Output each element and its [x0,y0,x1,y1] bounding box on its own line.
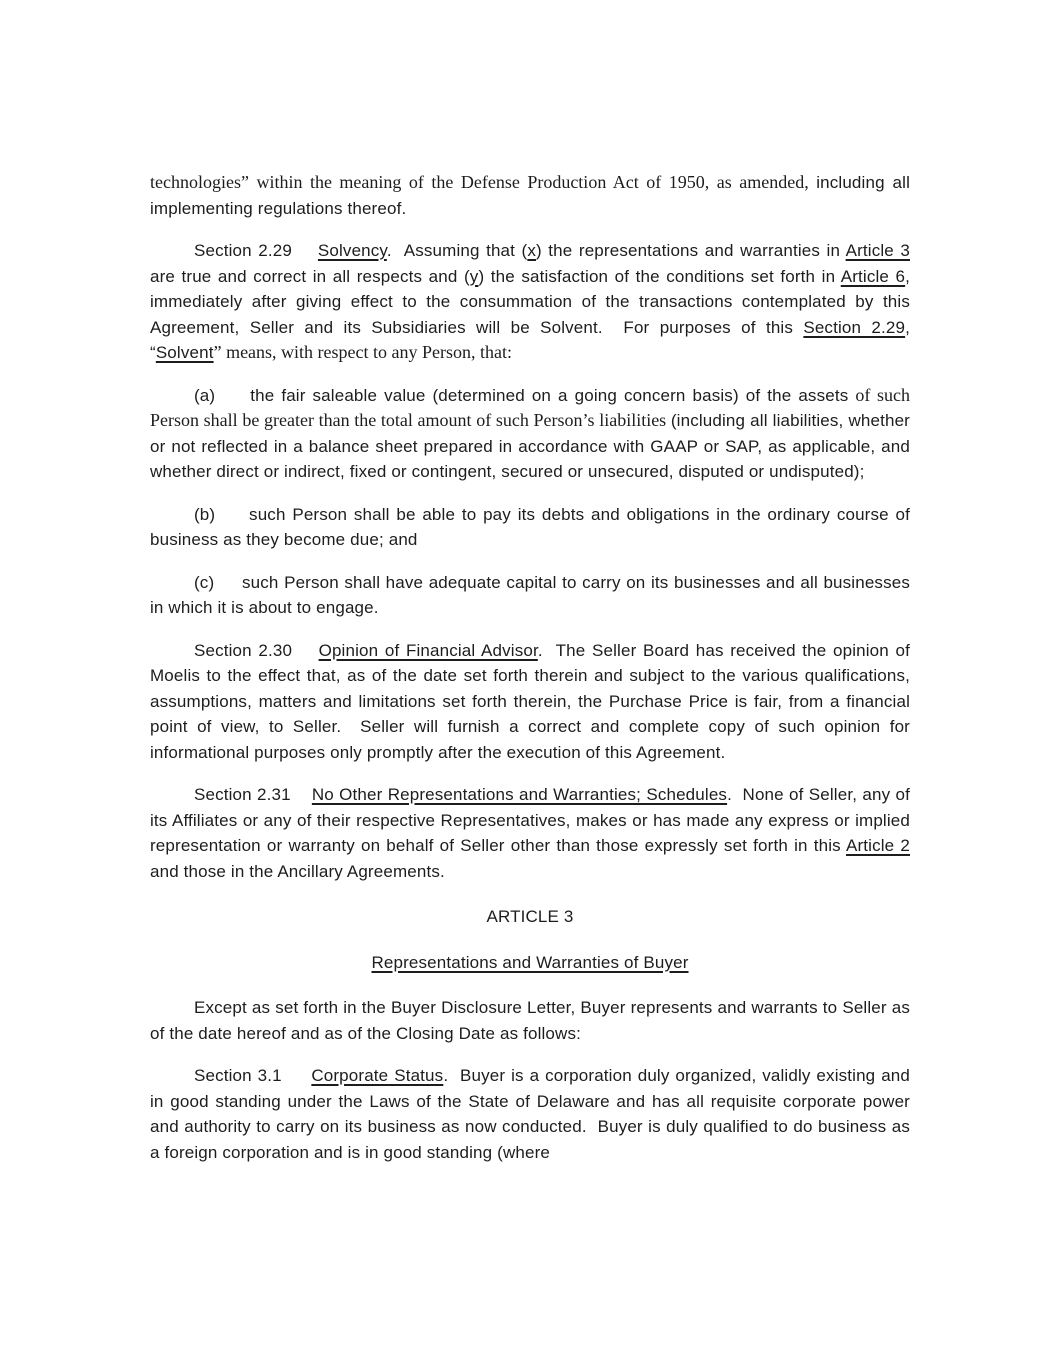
text-run: Section 2.30 [194,640,319,660]
underlined-text-run: Article 3 [845,241,910,260]
text-run: are true and correct in all respects and ( [150,266,470,286]
underlined-text-run: Section 2.29 [803,317,906,337]
paragraph-section-3-1-corporate-status [150,1063,910,1165]
paragraph-buyer-disclosure-intro [150,995,910,1046]
underlined-text-run: Article 6 [840,266,906,286]
text-run: technologies” within the meaning of the Defense Production Act of 1950, as amended, [150,172,817,192]
paragraph-defense-production-act [150,170,910,221]
underlined-text-run: Article 2 [845,836,910,855]
text-run: including all implementing regulations thereof. [150,173,910,218]
text-run: . Buyer is a corporation duly organized, validly existing and in good standing under the Laws of the State of Delaware and has all requisite corporate power and authority to carry on its business as now conducted. Buyer is duly qualified to do business as a foreign corporation and is in good standing (where [150,1066,911,1162]
text-run: Except as set forth in the Buyer Disclosure Letter, Buyer represents and warrants to Seller as of the date hereof and as of the Closing Date as follows: [150,998,910,1043]
heading-representations-and-warranties-of-buyer [150,950,910,976]
text-run: of such Person shall be greater than the total amount of such Person’s liabilities [150,384,910,430]
text-run: ) the satisfaction of the conditions set forth in [478,266,841,286]
heading-article-3 [150,904,910,930]
paragraph-section-2-29-solvency [150,238,910,366]
text-run: Section 2.29 [194,241,318,260]
text-run: (including all liabilities, whether or not reflected in a balance sheet prepared in accordance with GAAP or SAP, as applicable, and whether direct or indirect, fixed or contingent, secured or unsecured, disputed or undisputed); [150,411,910,481]
paragraph-section-2-31-no-other-representations [150,782,910,884]
paragraph-clause-b-pay-debts [150,502,910,553]
text-run: (b) such Person shall be able to pay its debts and obligations in the ordinary course of business as they become due; and [150,504,910,549]
text-run: . Assuming that ( [386,241,528,260]
text-run: , immediately after giving effect to the consummation of the transactions contemplated by this Agreement, Seller and its Subsidiaries will be Solvent. For purposes of this [150,266,911,337]
paragraph-section-2-30-opinion-of-financial-advisor [150,638,910,766]
text-run: . None of Seller, any of its Affiliates or any of their respective Representatives, makes or has made any express or implied representation or warranty on behalf of Seller other than those expressly set forth in this [150,785,910,855]
text-run: Section 3.1 [194,1066,312,1085]
text-run: , “ [150,317,910,362]
text-run: ” means, with respect to any Person, that: [213,342,513,362]
text-run: and those in the Ancillary Agreements. [150,861,445,881]
underlined-text-run: Representations and Warranties of Buyer [371,952,689,972]
underlined-text-run: Solvent [155,343,214,362]
underlined-text-run: x [527,241,536,260]
text-run: (a) the fair saleable value (determined on a going concern basis) of the assets [194,385,856,405]
underlined-text-run: No Other Representations and Warranties; Schedules [311,785,728,804]
text-run: (c) such Person shall have adequate capital to carry on its businesses and all businesses in which it is about to engage. [150,572,910,617]
text-run: ) the representations and warranties in [536,241,846,260]
underlined-text-run: Solvency [317,241,387,260]
document-body [150,170,910,1165]
underlined-text-run: Opinion of Financial Advisor [318,640,538,660]
underlined-text-run: Corporate Status [311,1066,444,1085]
paragraph-clause-a-fair-saleable-value [150,383,910,485]
underlined-text-run: y [469,266,479,286]
paragraph-clause-c-adequate-capital [150,570,910,621]
text-run: ARTICLE 3 [486,907,574,926]
text-run: Section 2.31 [194,785,312,804]
text-run: . The Seller Board has received the opinion of Moelis to the effect that, as of the date set forth therein and subject to the various qualifications, assumptions, matters and limitations set forth therein, the Purchase Price is fair, from a financial point of view, to Seller. Seller will furnish a correct and complete copy of such opinion for informational purposes only promptly after the execution of this Agreement. [150,640,910,762]
